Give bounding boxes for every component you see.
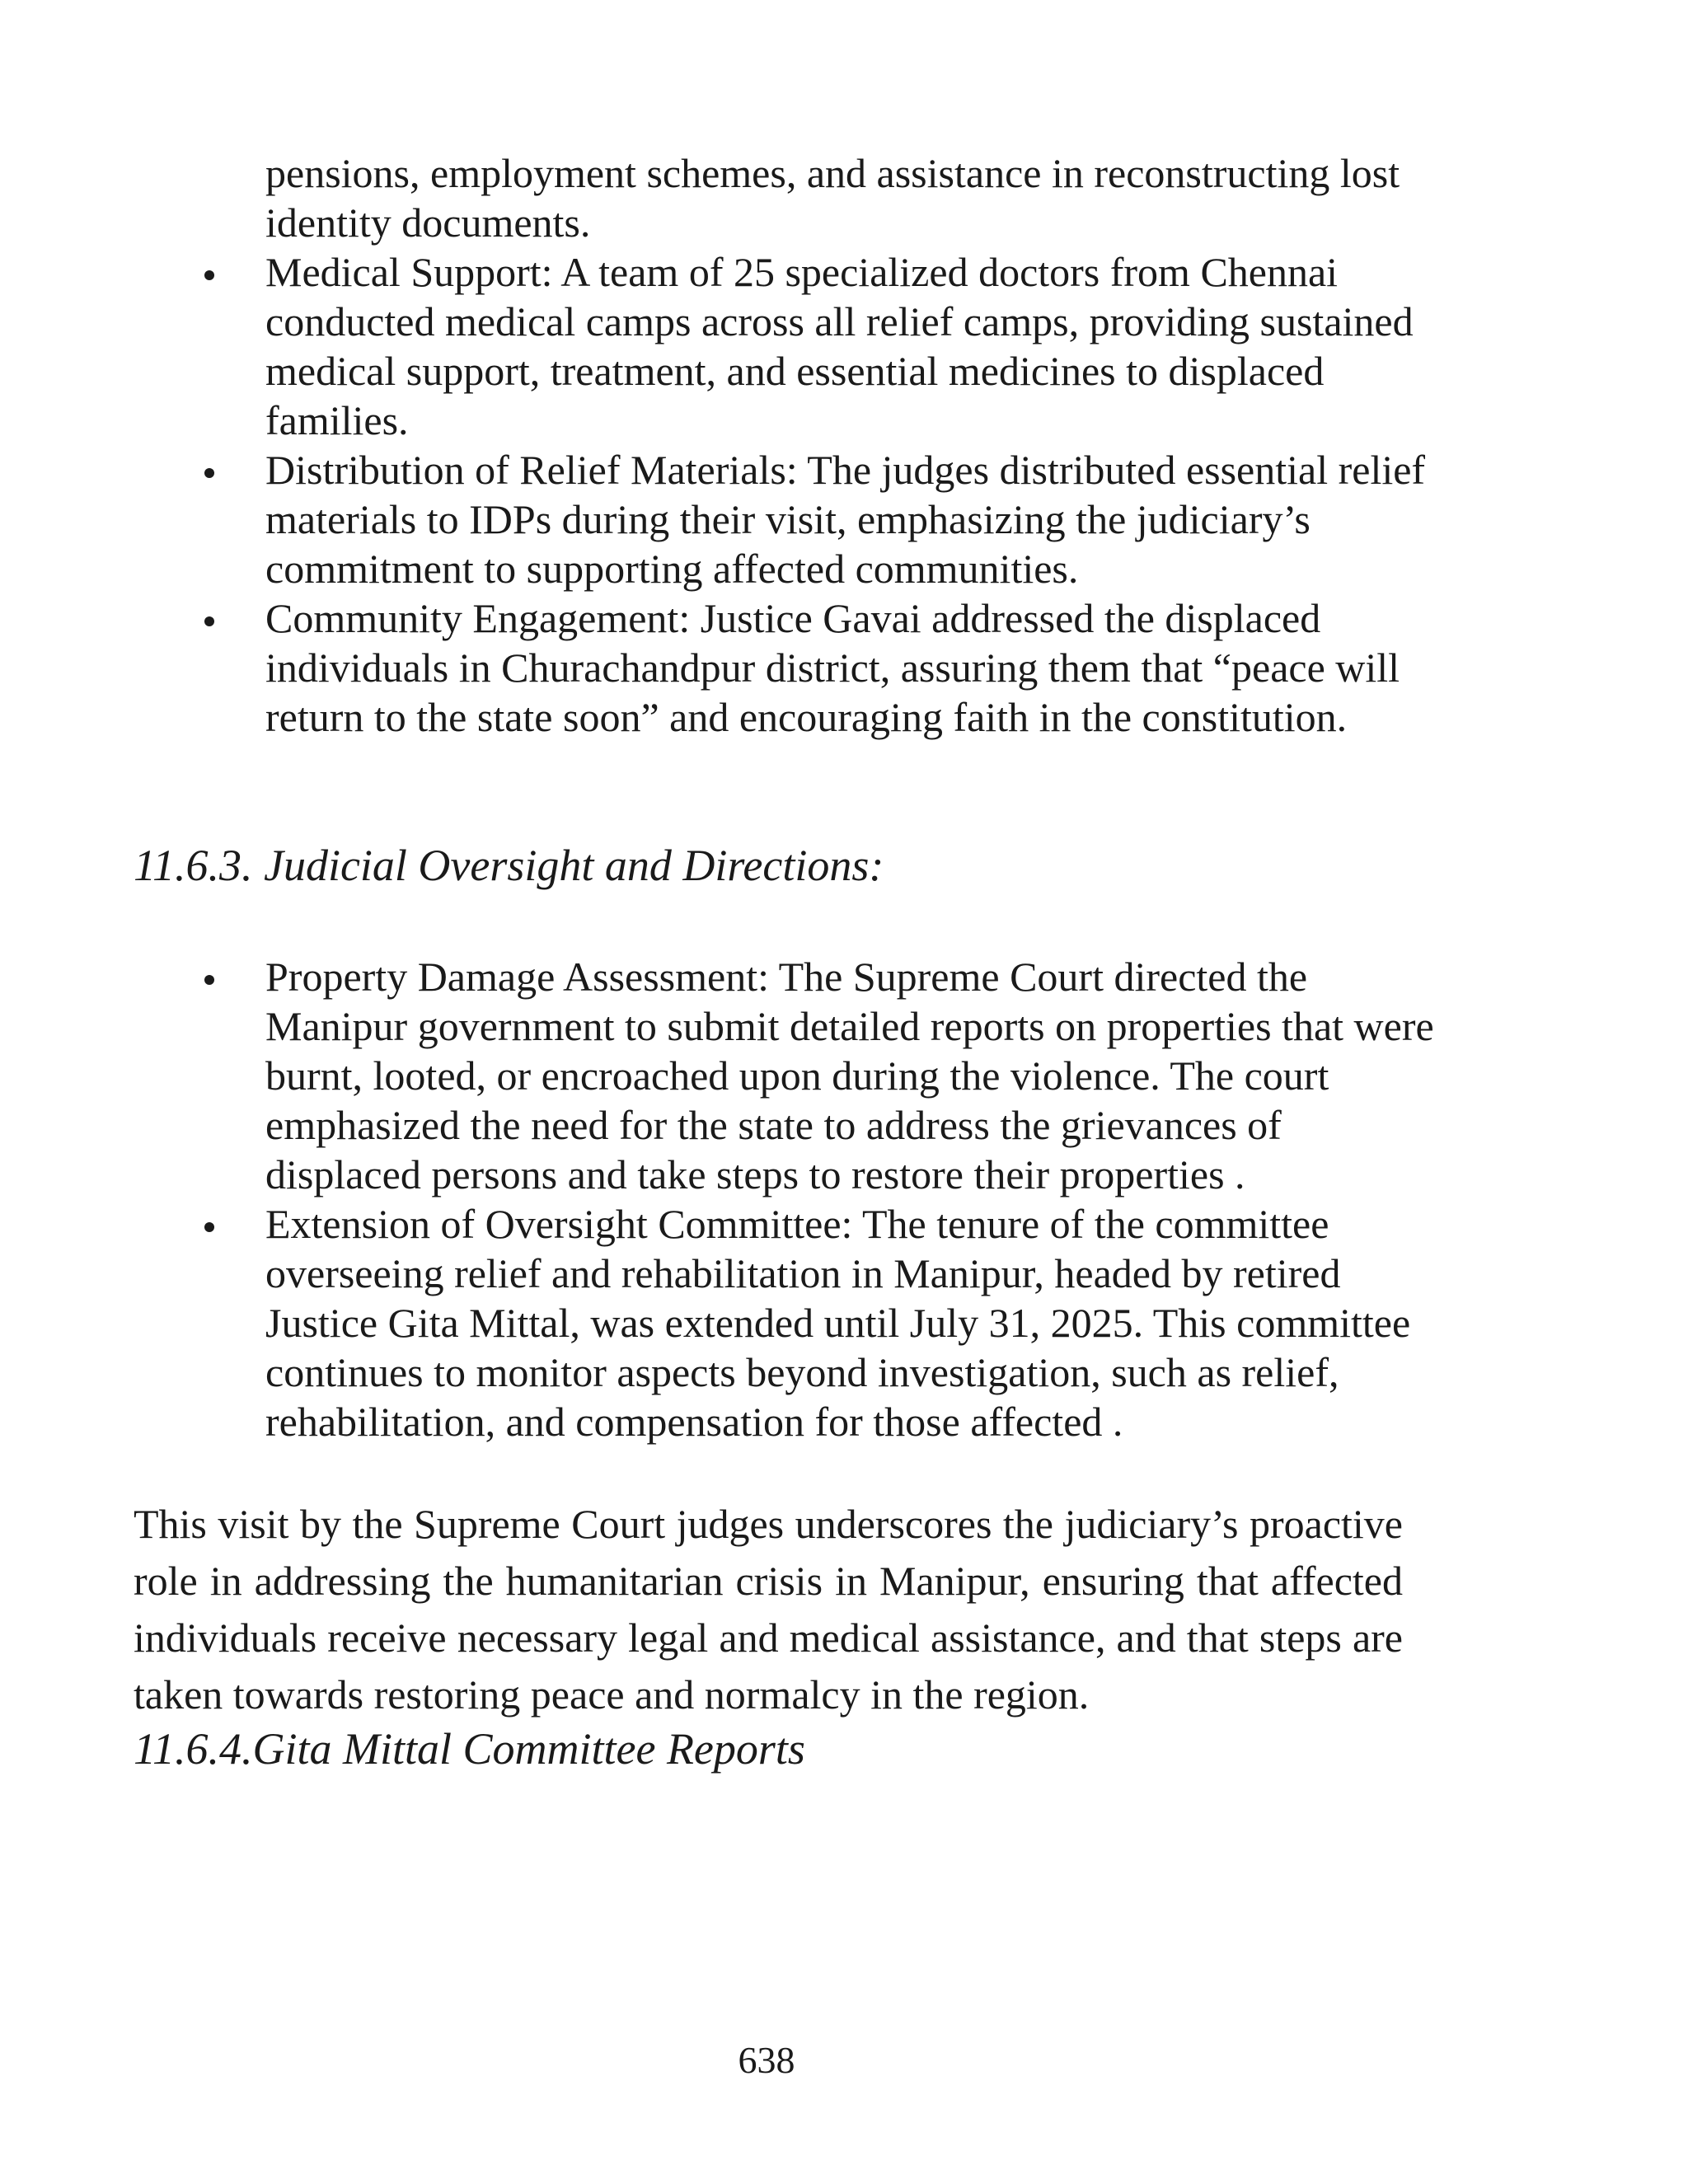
bullet-icon (204, 1222, 214, 1232)
closing-paragraph: This visit by the Supreme Court judges underscores the judiciary’s proactive role in addressing the humanitarian crisis in Manipur, ensuring that affected individuals receive necessary legal and medical assistance, and that steps are taken towards restoring peace and normalcy in the region. (134, 1501, 1403, 1718)
page-number: 638 (738, 2039, 795, 2081)
list-item (265, 1199, 1436, 1446)
relief-measures-list (265, 247, 1436, 742)
list-item (265, 247, 1436, 445)
continuation-text: pensions, employment schemes, and assistance in reconstructing lost identity documents. (265, 150, 1400, 246)
bullet-icon (204, 270, 214, 280)
section-heading-11-6-4: 11.6.4.Gita Mittal Committee Reports (134, 1724, 805, 1774)
bullet-icon (204, 975, 214, 985)
oversight-directions-list (265, 952, 1436, 1446)
list-item-text: Property Damage Assessment: The Supreme Court directed the Manipur government to submit detailed reports on properties that were burnt, looted, or encroached upon during the violence. The court emphasized the need for the state to address the grievances of displaced persons and take steps to restore their properties . (265, 954, 1434, 1197)
list-item (265, 593, 1436, 742)
list-item-text: Medical Support: A team of 25 specialized doctors from Chennai conducted medical camps across all relief camps, providing sustained medical support, treatment, and essential medicines to displaced families. (265, 249, 1414, 443)
list-item-text: Distribution of Relief Materials: The judges distributed essential relief materials to IDPs during their visit, emphasizing the judiciary’s commitment to supporting affected communities. (265, 447, 1426, 592)
list-item (265, 445, 1436, 593)
list-item-text: Community Engagement: Justice Gavai addressed the displaced individuals in Churachandpur district, assuring them that “peace will return to the state soon” and encouraging faith in the constitution. (265, 595, 1400, 740)
list-item (265, 952, 1436, 1199)
section-heading-11-6-3: 11.6.3. Judicial Oversight and Directions: (134, 841, 884, 890)
list-item-text: Extension of Oversight Committee: The tenure of the committee overseeing relief and rehabilitation in Manipur, headed by retired Justice Gita Mittal, was extended until July 31, 2025. This committee continues to monitor aspects beyond investigation, such as relief, rehabilitation, and compensation for those affected . (265, 1201, 1411, 1445)
bullet-icon (204, 616, 214, 626)
bullet-icon (204, 468, 214, 478)
